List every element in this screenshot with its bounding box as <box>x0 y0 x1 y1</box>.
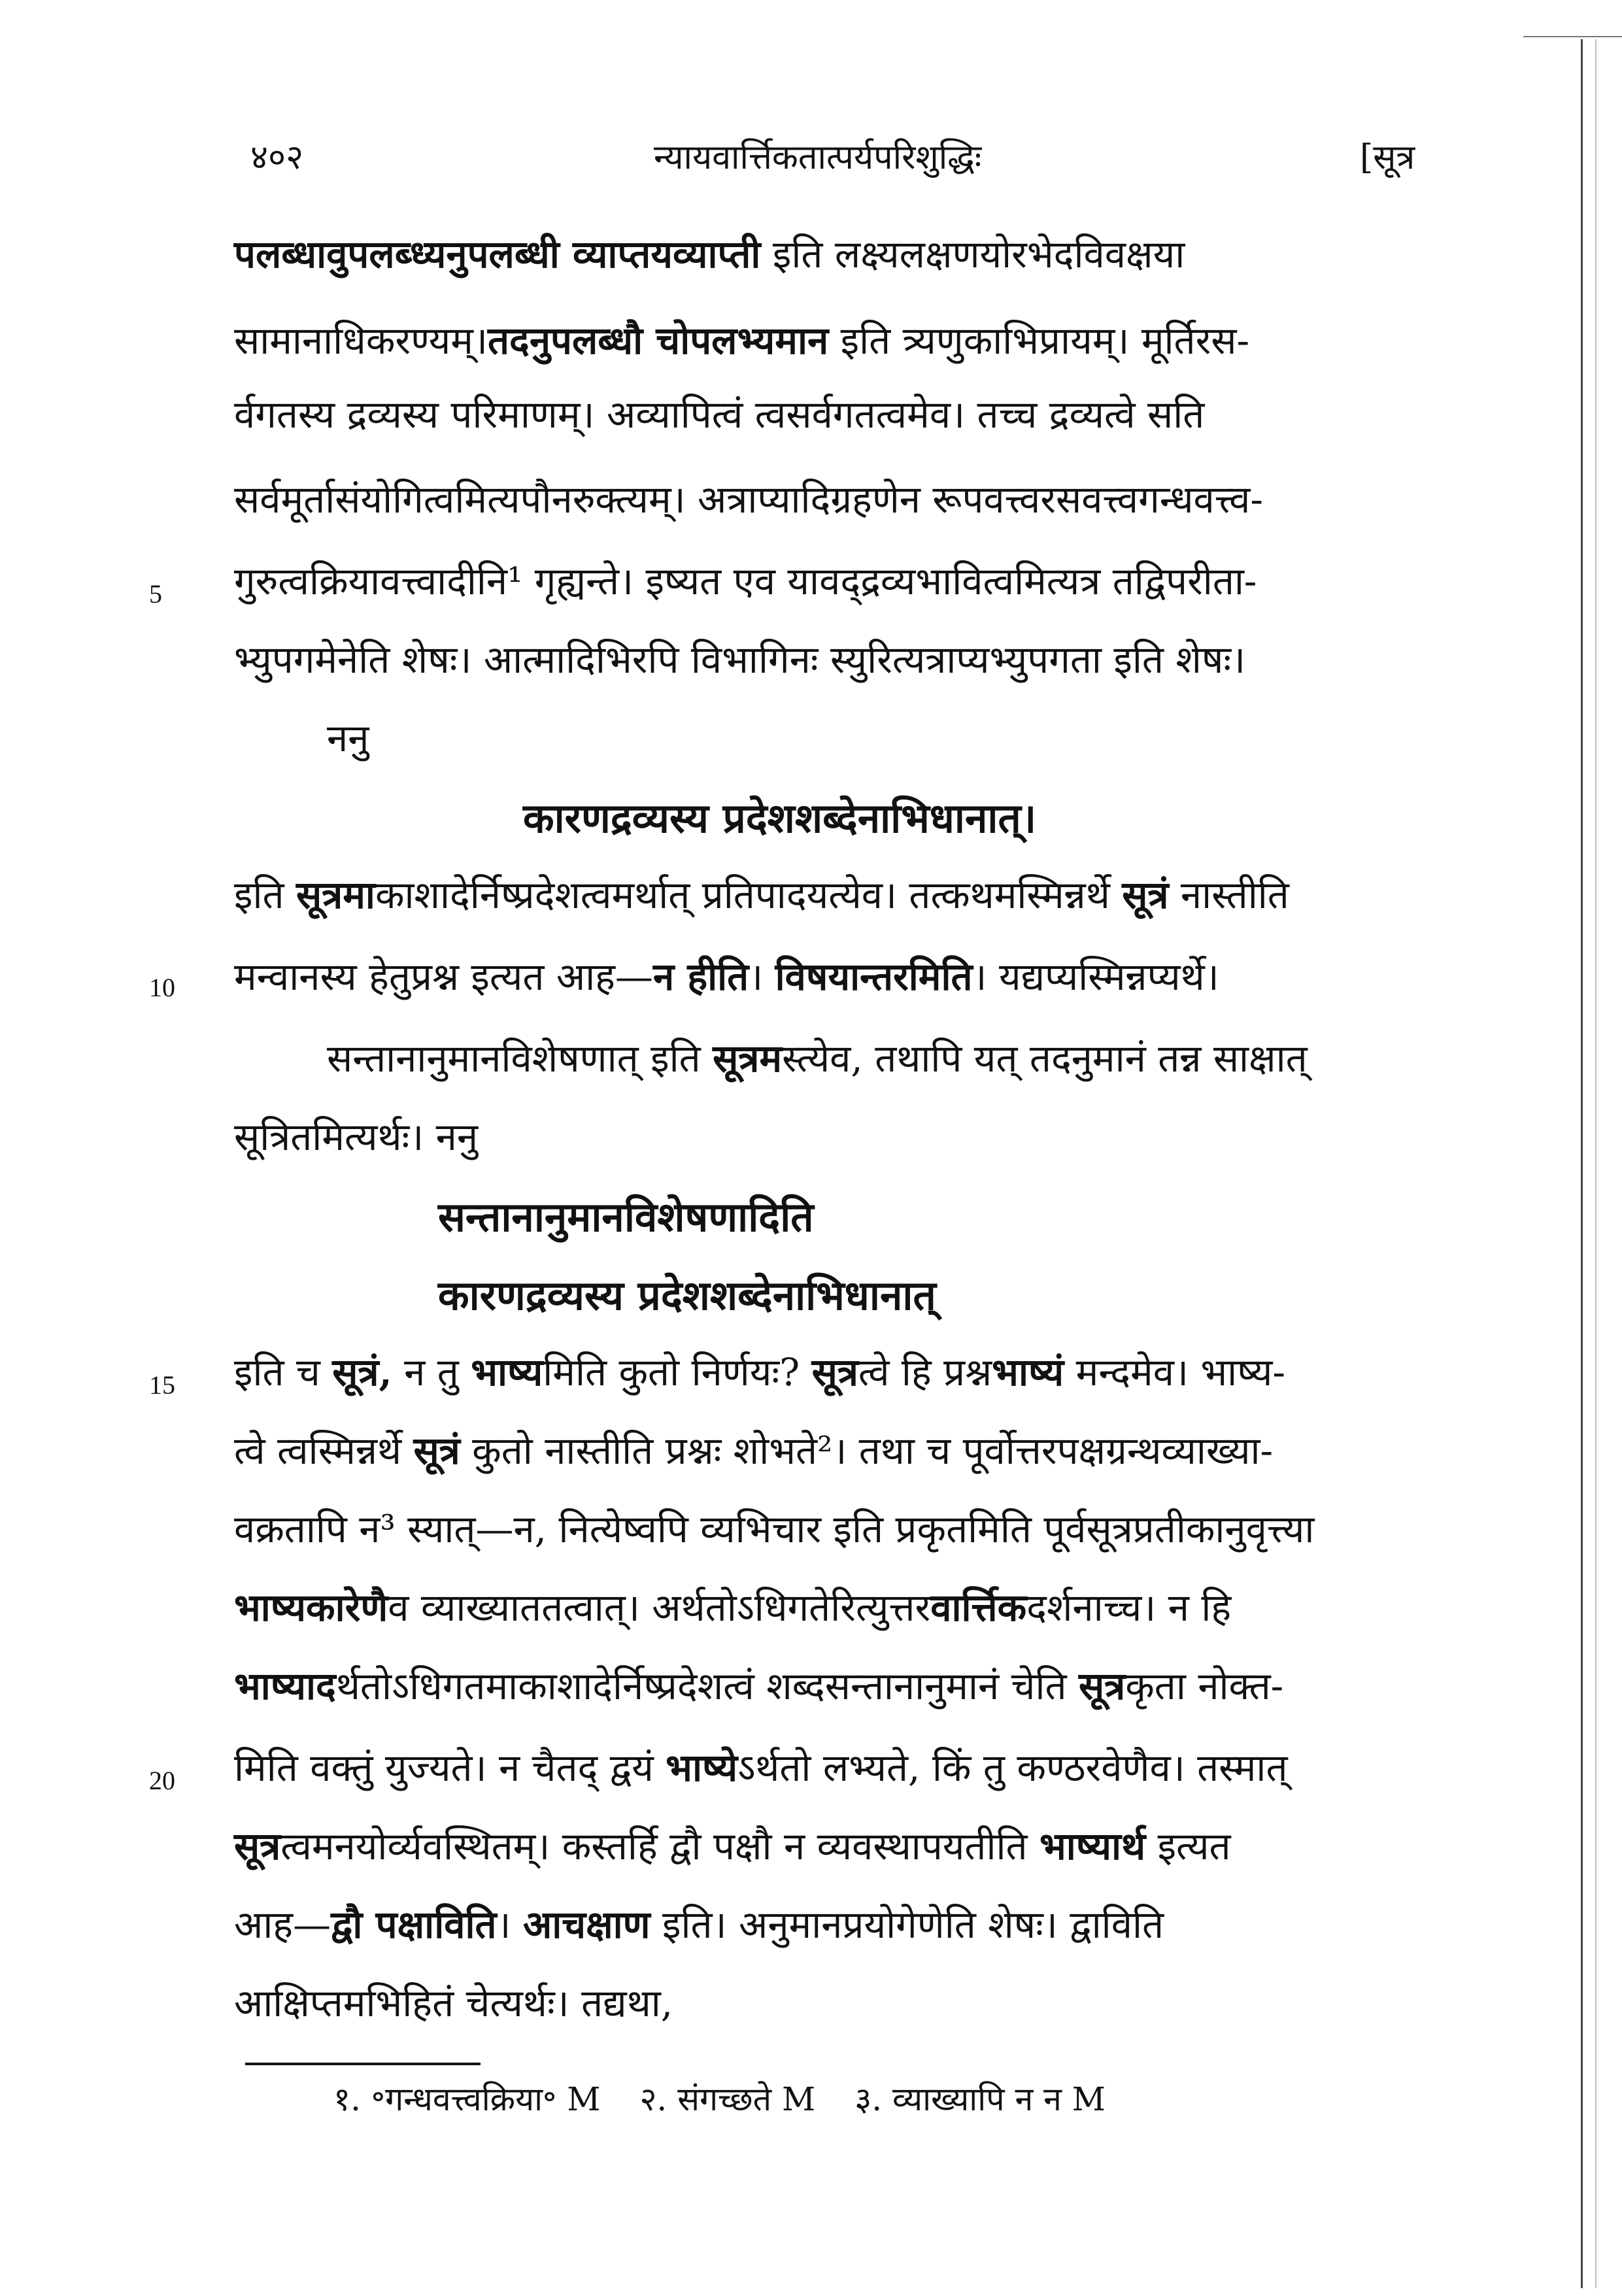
bold-phrase: भाष्याद <box>234 1664 336 1708</box>
text-line <box>234 873 1289 919</box>
text-run: इति लक्ष्यलक्षणयोरभेदविवक्षया <box>760 232 1185 277</box>
bold-phrase: विषयान्तरमिति <box>775 954 973 999</box>
text-run: नास्तीति <box>1168 873 1289 917</box>
text-run: त्वे हि प्रश्न <box>858 1350 992 1394</box>
text-line <box>234 1428 1273 1474</box>
text-line <box>234 318 1249 364</box>
text-line <box>234 1746 1288 1791</box>
text-run: व व्याख्याततत्वात्। अर्थतोऽधिगतेरित्युत्तर <box>388 1585 931 1630</box>
bold-phrase: भाष्ये <box>666 1746 738 1790</box>
text-run: मिति वक्तुं युज्यते। न चैतद् द्वयं <box>234 1746 666 1790</box>
text-line <box>234 1585 1231 1631</box>
text-line <box>327 1036 1308 1082</box>
text-run: मन्दमेव। भाष्य- <box>1064 1350 1286 1394</box>
text-line: ननु <box>327 716 369 760</box>
text-run: । <box>749 954 775 999</box>
bold-phrase: न हीति <box>652 954 749 999</box>
footnotes <box>333 2076 1145 2120</box>
text-line: गुरुत्वक्रियावत्त्वादीनि¹ गृह्यन्ते। इष्यत एव यावद्द्रव्यभावित्वमित्यत्र तद्विपरीता- <box>234 559 1257 603</box>
text-run: ऽर्थतो लभ्यते, किं तु कण्ठरवेणैव। तस्मात् <box>737 1746 1288 1790</box>
text-run: सन्तानानुमानविशेषणात् इति <box>327 1036 713 1081</box>
text-line: आक्षिप्तमभिहितं चेत्यर्थः। तद्यथा, <box>234 1981 673 2025</box>
bold-phrase: सूत्रम <box>713 1036 783 1081</box>
bold-phrase: तदनुपलब्धौ चोपलभ्यमान <box>487 318 829 363</box>
text-run: त्वमनयोर्व्यवस्थितम्। कस्तर्हि द्वौ पक्षौ न व्यवस्थापयतीति <box>280 1824 1040 1868</box>
text-run: इत्यत <box>1145 1824 1231 1868</box>
bold-phrase: आचक्षाण <box>522 1902 650 1947</box>
text-run: र्थतोऽधिगतमाकाशादेर्निष्प्रदेशत्वं शब्दसन्तानानुमानं चेति <box>335 1664 1079 1708</box>
bold-phrase: भाष्यार्थ <box>1039 1824 1146 1868</box>
text-run: स्त्येव, तथापि यत् तदनुमानं तन्न साक्षात् <box>782 1036 1308 1081</box>
scan-edge-line <box>1581 39 1583 2288</box>
footnote: २. संगच्छते M <box>639 2080 816 2118</box>
bold-phrase: सूत्रमा <box>296 873 375 917</box>
text-run: त्वे त्वस्मिन्नर्थे <box>234 1428 414 1473</box>
centered-heading: कारणद्रव्यस्य प्रदेशशब्देनाभिधानात् <box>438 1272 936 1319</box>
scan-edge-line-top <box>1523 36 1622 37</box>
text-line <box>234 954 1219 1000</box>
footnote-rule <box>245 2063 481 2065</box>
text-line: भ्युपगमेनेति शेषः। आत्मादिभिरपि विभागिनः स्युरित्यत्राप्यभ्युपगता इति शेषः। <box>234 637 1246 682</box>
text-run: दर्शनाच्च। न हि <box>1026 1585 1232 1630</box>
text-run: न तु <box>392 1350 471 1394</box>
text-run: इति। अनुमानप्रयोगेणेति शेषः। द्वाविति <box>650 1902 1164 1947</box>
text-line: सर्वमूर्तासंयोगित्वमित्यपौनरुक्त्यम्। अत्राप्यादिग्रहणेन रूपवत्त्वरसवत्त्वगन्धवत्त्व- <box>234 477 1263 522</box>
centered-heading: सन्तानानुमानविशेषणादिति <box>438 1193 814 1241</box>
centered-heading: कारणद्रव्यस्य प्रदेशशब्देनाभिधानात्। <box>523 794 1037 842</box>
bold-phrase: सूत्रं, <box>332 1350 392 1394</box>
bold-phrase: पलब्धावुपलब्ध्यनुपलब्धी व्याप्तयव्याप्ती <box>234 232 761 277</box>
footnote: १. ॰गन्धवत्त्वक्रिया॰ M <box>333 2080 601 2118</box>
bold-phrase: द्वौ पक्षाविति <box>331 1902 497 1947</box>
bold-phrase: वार्त्तिक <box>930 1585 1027 1630</box>
text-line: सूत्रितमित्यर्थः। ननु <box>234 1115 479 1159</box>
text-run: कुतो नास्तीति प्रश्नः शोभते²। तथा च पूर्वोत्तरपक्षग्रन्थव्याख्या- <box>460 1428 1274 1473</box>
running-title: न्यायवार्त्तिकतात्पर्यपरिशुद्धिः <box>654 138 982 177</box>
text-run: मन्वानस्य हेतुप्रश्न इत्यत आह— <box>234 954 653 999</box>
footnote: ३. व्याख्यापि न न M <box>854 2080 1106 2118</box>
bold-phrase: भाष्यकारेणै <box>234 1585 388 1630</box>
line-number: 15 <box>149 1370 175 1400</box>
line-number: 20 <box>149 1766 175 1795</box>
bold-phrase: सूत्र <box>1079 1664 1126 1708</box>
text-line: र्वगतस्य द्रव्यस्य परिमाणम्। अव्यापित्वं त्वसर्वगतत्वमेव। तच्च द्रव्यत्वे सति <box>234 392 1205 437</box>
text-run: कृता नोक्त- <box>1125 1664 1284 1708</box>
text-line <box>234 1902 1164 1948</box>
text-line <box>234 1664 1283 1710</box>
text-run: इति <box>234 873 296 917</box>
bold-phrase: सूत्र <box>811 1350 858 1394</box>
text-run: इति त्र्यणुकाभिप्रायम्। मूर्तिरस- <box>828 318 1250 363</box>
text-run: सामानाधिकरण्यम्। <box>234 318 488 363</box>
bold-phrase: सूत्रं <box>1122 873 1169 917</box>
text-run: । यद्यप्यस्मिन्नप्यर्थे। <box>972 954 1219 999</box>
page-number: ४०२ <box>250 138 304 177</box>
line-number: 10 <box>149 973 175 1002</box>
text-line <box>234 1350 1285 1396</box>
text-run: आह— <box>234 1902 331 1947</box>
bold-phrase: सूत्रं <box>413 1428 460 1473</box>
section-mark: [सूत्र <box>1360 138 1415 177</box>
bold-phrase: भाष्यं <box>992 1350 1064 1394</box>
text-run: काशादेर्निष्प्रदेशत्वमर्थात् प्रतिपादयत्येव। तत्कथमस्मिन्नर्थे <box>375 873 1123 917</box>
bold-phrase: भाष्य <box>471 1350 543 1394</box>
line-number: 5 <box>149 579 162 609</box>
text-line <box>234 232 1185 278</box>
text-line <box>234 1824 1231 1870</box>
scan-edge-dots <box>1595 39 1597 2288</box>
bold-phrase: सूत्र <box>234 1824 281 1868</box>
text-run: मिति कुतो निर्णयः? <box>543 1350 812 1394</box>
text-run: । <box>496 1902 523 1947</box>
text-line: वक्रतापि न³ स्यात्—न, नित्येष्वपि व्यभिचार इति प्रकृतमिति पूर्वसूत्रप्रतीकानुवृत्त्या <box>234 1507 1315 1551</box>
text-run: इति च <box>234 1350 333 1394</box>
